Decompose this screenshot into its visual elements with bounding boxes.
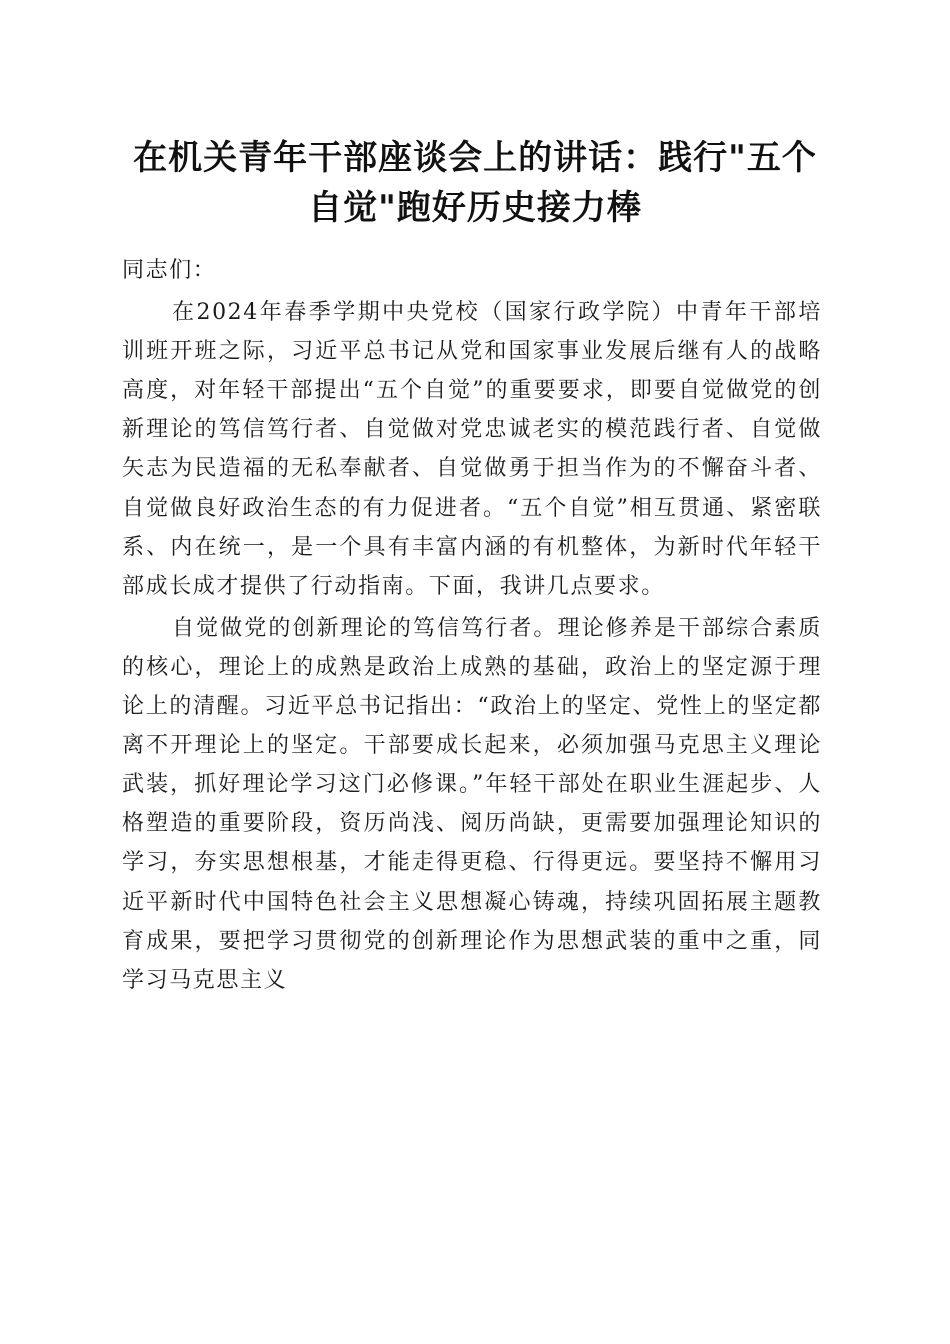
paragraph-theory: 自觉做党的创新理论的笃信笃行者。理论修养是干部综合素质的核心，理论上的成熟是政治上成熟的基础，政治上的坚定源于理论上的清醒。习近平总书记指出：“政治上的坚定、党性上的坚定都离不开理论上的坚定。干部要成长起来，必须加强马克思主义理论武装，抓好理论学习这门必修课。”年轻干部处在职业生涯起步、人格塑造的重要阶段，资历尚浅、阅历尚缺，更需要加强理论知识的学习，夯实思想根基，才能走得更稳、行得更远。要坚持不懈用习近平新时代中国特色社会主义思想凝心铸魂，持续巩固拓展主题教育成果，要把学习贯彻党的创新理论作为思想武装的重中之重，同学习马克思主义 — [122, 615, 822, 993]
title-line-2: 自觉"跑好历史接力棒 — [308, 188, 642, 228]
document-body — [122, 251, 822, 1003]
paragraph-intro: 在2024年春季学期中央党校（国家行政学院）中青年干部培训班开班之际，习近平总书记从党和国家事业发展后继有人的战略高度，对年轻干部提出“五个自觉”的重要要求，即要自觉做党的创新理论的笃信笃行者、自觉做对党忠诚老实的模范践行者、自觉做矢志为民造福的无私奉献者、自觉做勇于担当作为的不懈奋斗者、自觉做良好政治生态的有力促进者。“五个自觉”相互贯通、紧密联系、内在统一，是一个具有丰富内涵的有机整体，为新时代年轻干部成长成才提供了行动指南。下面，我讲几点要求。 — [122, 300, 822, 599]
salutation: 同志们： — [122, 258, 217, 283]
title-line-1: 在机关青年干部座谈会上的讲话：践行"五个 — [133, 138, 817, 178]
document-title — [100, 133, 850, 233]
